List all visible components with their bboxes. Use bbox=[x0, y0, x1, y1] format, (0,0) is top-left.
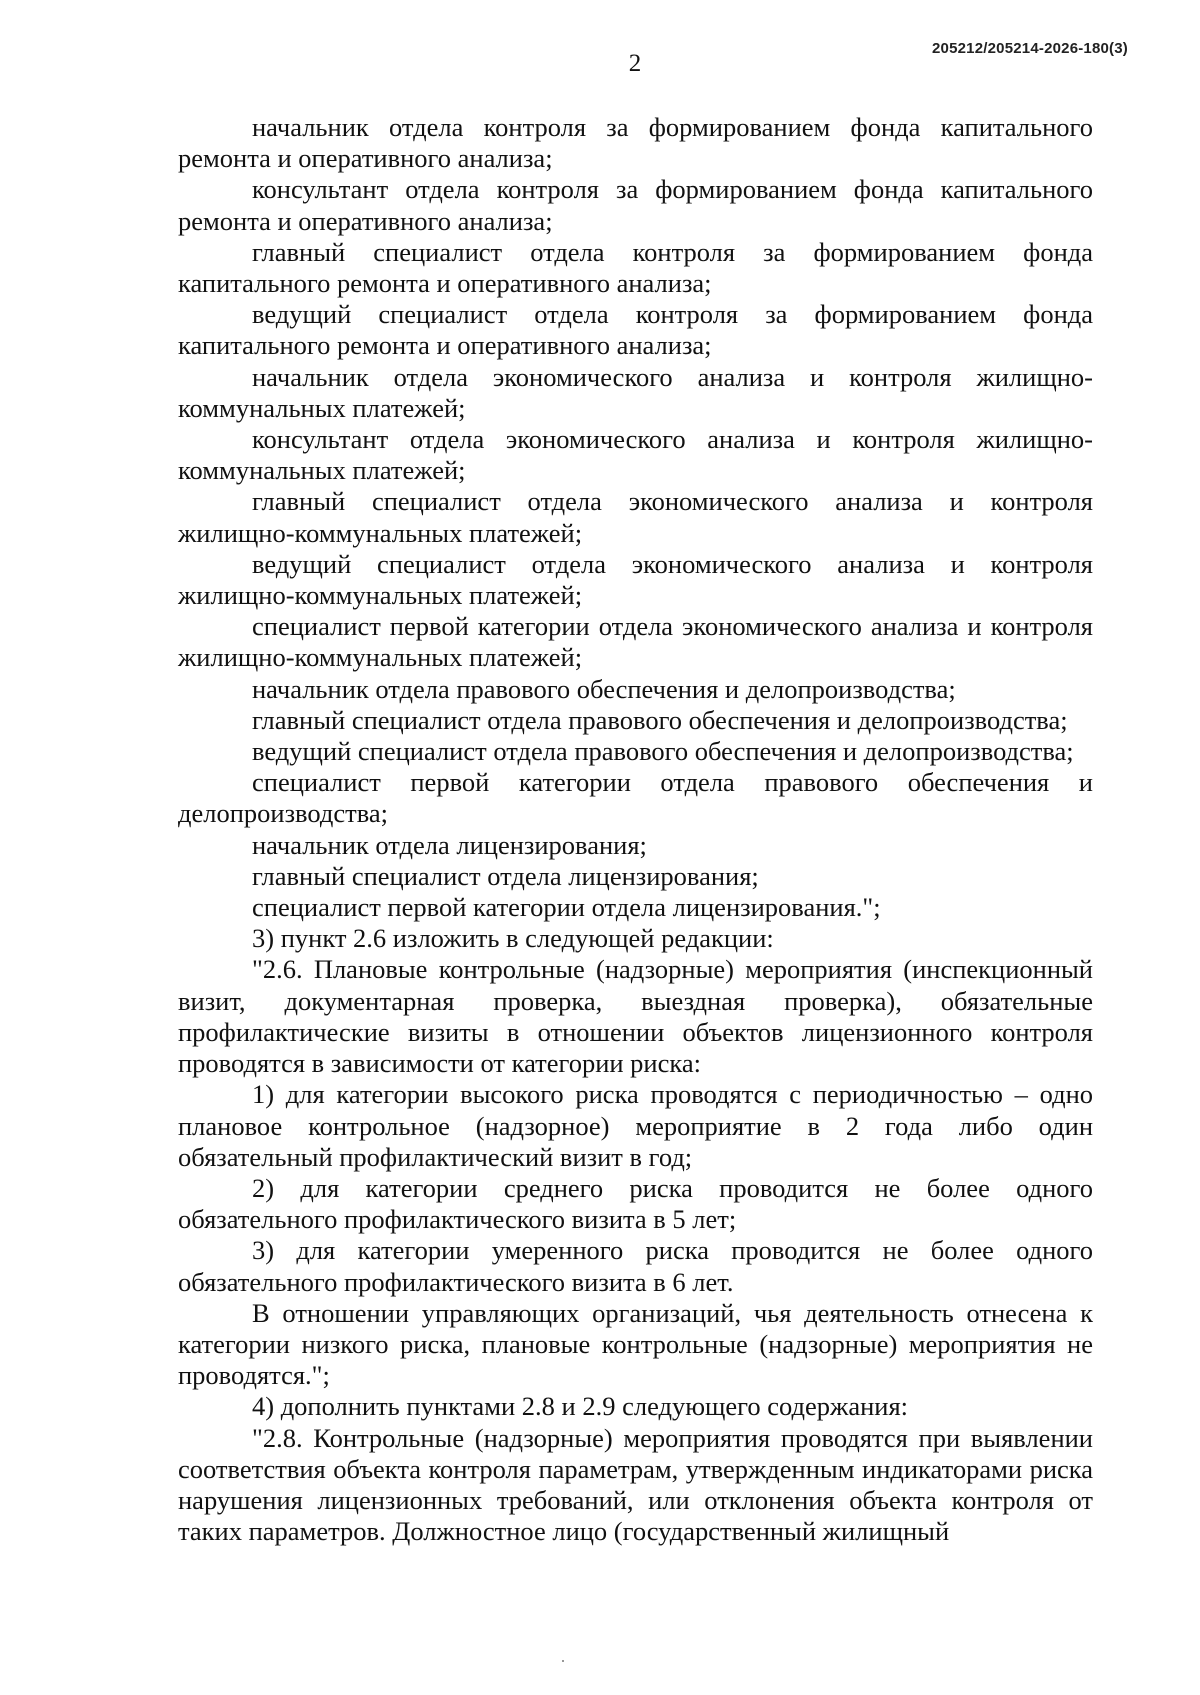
scan-speck bbox=[562, 1660, 564, 1662]
paragraph: 2) для категории среднего риска проводится не более одного обязательного профилактического визита в 5 лет; bbox=[178, 1172, 1093, 1235]
paragraph: 3) пункт 2.6 изложить в следующей редакции: bbox=[252, 923, 774, 954]
document-body bbox=[178, 112, 1093, 1547]
paragraph: начальник отдела экономического анализа и контроля жилищно-коммунальных платежей; bbox=[178, 361, 1093, 423]
paragraph: начальник отдела лицензирования; bbox=[252, 829, 647, 860]
paragraph: консультант отдела контроля за формированием фонда капитального ремонта и оперативного анализа; bbox=[178, 174, 1093, 236]
paragraph: специалист первой категории отдела правового обеспечения и делопроизводства; bbox=[178, 767, 1093, 829]
paragraph: начальник отдела правового обеспечения и делопроизводства; bbox=[252, 673, 956, 704]
paragraph: главный специалист отдела экономического анализа и контроля жилищно-коммунальных платежей; bbox=[178, 486, 1093, 548]
paragraph: ведущий специалист отдела контроля за формированием фонда капитального ремонта и оперативного анализа; bbox=[178, 299, 1093, 361]
paragraph: 3) для категории умеренного риска проводится не более одного обязательного профилактического визита в 6 лет. bbox=[178, 1235, 1093, 1297]
paragraph: ведущий специалист отдела правового обеспечения и делопроизводства; bbox=[252, 736, 1074, 767]
paragraph: главный специалист отдела правового обеспечения и делопроизводства; bbox=[252, 704, 1068, 735]
paragraph: 1) для категории высокого риска проводятся с периодичностью – одно плановое контрольное (надзорное) мероприятие в 2 года либо один обязательный профилактический визит в год; bbox=[178, 1079, 1093, 1172]
paragraph: специалист первой категории отдела экономического анализа и контроля жилищно-коммунальных платежей; bbox=[178, 611, 1093, 673]
paragraph: "2.6. Плановые контрольные (надзорные) мероприятия (инспекционный визит, документарная проверка, выездная проверка), обязательные профилактические визиты в отношении объектов лицензионного контроля проводятся в зависимости от категории риска: bbox=[178, 954, 1093, 1079]
paragraph: 4) дополнить пунктами 2.8 и 2.9 следующего содержания: bbox=[252, 1391, 908, 1422]
paragraph: специалист первой категории отдела лицензирования."; bbox=[252, 892, 881, 923]
paragraph: ведущий специалист отдела экономического анализа и контроля жилищно-коммунальных платежей; bbox=[178, 548, 1093, 611]
paragraph: В отношении управляющих организаций, чья деятельность отнесена к категории низкого риска, плановые контрольные (надзорные) мероприятия не проводятся."; bbox=[178, 1297, 1093, 1391]
paragraph: главный специалист отдела контроля за формированием фонда капитального ремонта и оперативного анализа; bbox=[178, 236, 1093, 299]
page-number: 2 bbox=[628, 50, 642, 77]
document-id: 205212/205214-2026-180(3) bbox=[932, 40, 1128, 57]
paragraph: главный специалист отдела лицензирования; bbox=[252, 860, 759, 891]
paragraph: "2.8. Контрольные (надзорные) мероприятия проводятся при выявлении соответствия объекта контроля параметрам, утвержденным индикаторами риска нарушения лицензионных требований, или отклонения объекта контроля от таких параметров. Должностное лицо (государственный жилищный bbox=[178, 1422, 1093, 1547]
paragraph: консультант отдела экономического анализа и контроля жилищно-коммунальных платежей; bbox=[178, 424, 1093, 486]
paragraph: начальник отдела контроля за формированием фонда капитального ремонта и оперативного анализа; bbox=[178, 112, 1093, 174]
